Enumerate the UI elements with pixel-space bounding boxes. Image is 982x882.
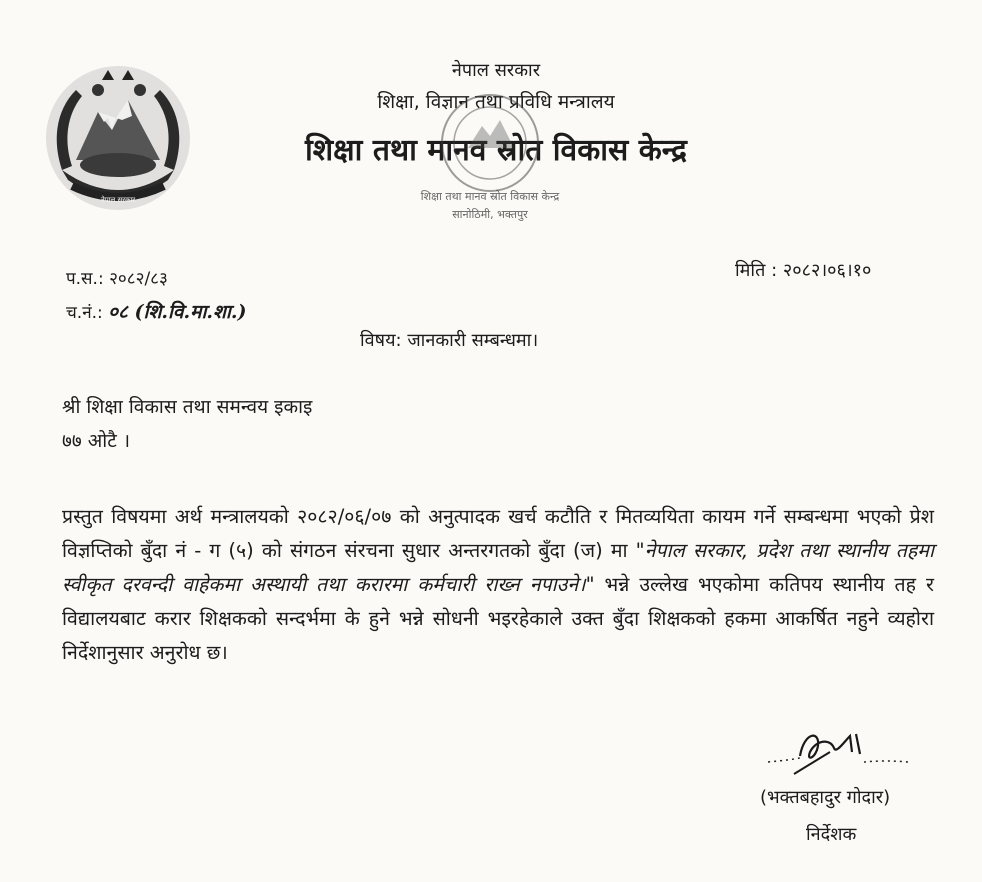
center-heading: शिक्षा तथा मानव स्रोत विकास केन्द्र <box>305 133 687 168</box>
ps-value: २०८२/८३ <box>109 269 168 289</box>
date-line <box>735 258 871 282</box>
signature-scribble <box>760 722 910 786</box>
signatory-name: (भक्तबहादुर गोदार) <box>760 787 891 808</box>
subject-label: विषय: <box>360 330 402 351</box>
chn-line <box>66 298 246 324</box>
chn-value-handwritten: ०८ (शि.वि.मा.शा.) <box>108 301 247 323</box>
ps-line <box>66 266 168 289</box>
body-paragraph <box>62 500 934 670</box>
ministry-heading: शिक्षा, विज्ञान तथा प्रविधि मन्त्रालय <box>377 91 615 113</box>
body-quote: "नेपाल सरकार, प्रदेश तथा स्थानीय तहमा स्वीकृत दरवन्दी वाहेकमा अस्थायी तथा करारमा कर्मचारी राख्न नपाउने।" <box>62 539 934 596</box>
date-value: २०८२।०६।१० <box>782 260 872 281</box>
stamp-line-1: शिक्षा तथा मानव स्रोत विकास केन्द्र <box>420 190 560 203</box>
office-stamp <box>390 88 590 242</box>
nepal-emblem-logo <box>42 60 194 216</box>
body-part-2: भन्ने उल्लेख भएकोमा कतिपय स्थानीय तह र विद्यालयबाट करार शिक्षकको सन्दर्भमा के हुने भन्ने सोधनी भइरहेकाले उक्त बुँदा शिक्षकको हकमा आकर्षित नहुने व्यहोरा निर्देशानुसार अनुरोध छ। <box>62 573 934 664</box>
chn-label: च.नं.: <box>66 303 103 323</box>
subject-text: जानकारी सम्बन्धमा। <box>407 330 539 351</box>
addressee-line-2: ७७ ओटै । <box>62 430 131 452</box>
government-heading: नेपाल सरकार <box>451 60 541 81</box>
subject-line <box>360 328 538 352</box>
signatory-title: निर्देशक <box>806 824 857 845</box>
date-label: मिति : <box>735 260 778 281</box>
emblem-motto: नेपाल सरकार <box>100 196 136 204</box>
addressee-line-1: श्री शिक्षा विकास तथा समन्वय इकाइ <box>62 396 313 418</box>
ps-label: प.स.: <box>66 269 104 289</box>
body-part-1: प्रस्तुत विषयमा अर्थ मन्त्रालयको २०८२/०६/०७ को अनुत्पादक खर्च कटौति र मितव्ययिता कायम गर्ने सम्बन्धमा भएको प्रेश विज्ञप्तिको बुँदा नं - ग (५) को संगठन संरचना सुधार अन्तरगतको बुँदा (ज) मा <box>62 505 934 562</box>
stamp-line-2: सानोठिमी, भक्तपुर <box>452 208 528 221</box>
